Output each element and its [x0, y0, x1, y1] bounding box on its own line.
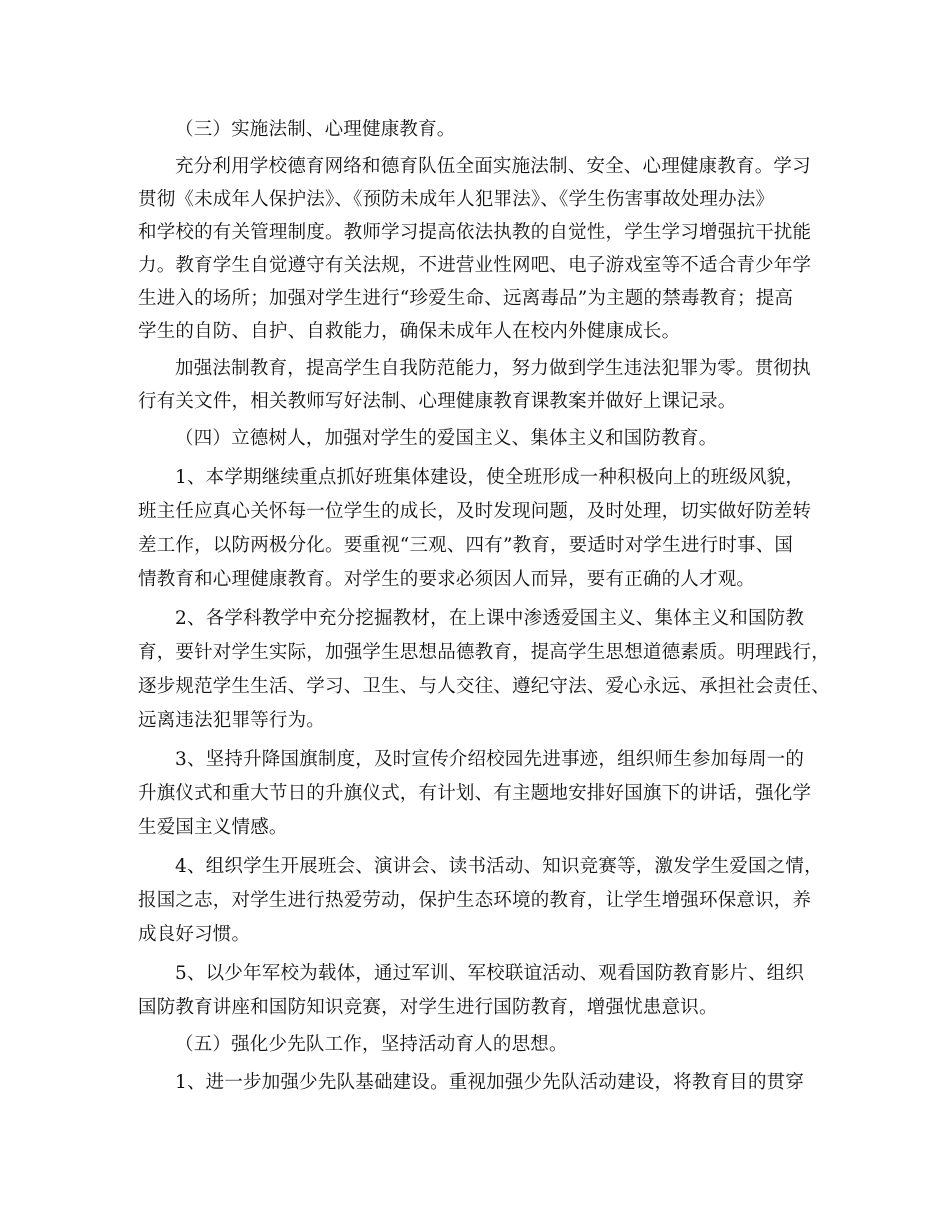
paragraph-line: 充分利用学校德育网络和德育队伍全面实施法制、安全、心理健康教育。学习 [175, 156, 811, 177]
paragraph-line: 贯彻《未成年人保护法》、《预防未成年人犯罪法》、《学生伤害事故处理办法》 [138, 189, 775, 210]
paragraph-line: 和学校的有关管理制度。教师学习提高依法执教的自觉性，学生学习增强抗干扰能 [138, 222, 812, 243]
paragraph-line: 加强法制教育，提高学生自我防范能力，努力做到学生违法犯罪为零。贯彻执 [175, 358, 811, 379]
section-heading-5: （五）强化少先队工作，坚持活动育人的思想。 [175, 1034, 568, 1055]
paragraph-line: 生爱国主义情感。 [138, 817, 288, 838]
paragraph-line: 1、本学期继续重点抓好班集体建设，使全班形成一种积极向上的班级风貌， [175, 467, 805, 488]
paragraph-line: 逐步规范学生生活、学习、卫生、与人交往、遵纪守法、爱心永远、承担社会责任、 [138, 676, 830, 697]
paragraph-line: 远离违法犯罪等行为。 [138, 710, 326, 731]
paragraph-line: 国防教育讲座和国防知识竞赛，对学生进行国防教育，增强忧患意识。 [138, 997, 718, 1018]
paragraph-line: 成良好习惯。 [138, 924, 251, 945]
section-heading-4: （四）立德树人，加强对学生的爱国主义、集体主义和国防教育。 [175, 428, 718, 449]
paragraph-line: 2、各学科教学中充分挖掘教材，在上课中渗透爱国主义、集体主义和国防教 [175, 608, 805, 629]
paragraph-line: 生进入的场所；加强对学生进行“珍爱生命、远离毒品”为主题的禁毒教育；提高 [138, 288, 794, 309]
paragraph-line: 报国之志，对学生进行热爱劳动，保护生态环境的教育，让学生增强环保意识，养 [138, 890, 812, 911]
paragraph-line: 育，要针对学生实际，加强学生思想品德教育，提高学生思想道德素质。明理践行， [138, 642, 830, 663]
paragraph-line: 学生的自防、自护、自救能力，确保未成年人在校内外健康成长。 [138, 321, 681, 342]
paragraph-line: 力。教育学生自觉遵守有关法规，不进营业性网吧、电子游戏室等不适合青少年学 [138, 255, 812, 276]
paragraph-line: 5、以少年军校为载体，通过军训、军校联谊活动、观看国防教育影片、组织 [175, 963, 805, 984]
section-heading-3: （三）实施法制、心理健康教育。 [175, 119, 456, 140]
paragraph-line: 升旗仪式和重大节日的升旗仪式，有计划、有主题地安排好国旗下的讲话，强化学 [138, 783, 812, 804]
paragraph-line: 差工作，以防两极分化。要重视“三观、四有”教育，要适时对学生进行时事、国 [138, 535, 794, 556]
paragraph-line: 3、坚持升降国旗制度，及时宣传介绍校园先进事迹，组织师生参加每周一的 [175, 749, 805, 770]
paragraph-line: 行有关文件，相关教师写好法制、心理健康教育课教案并做好上课记录。 [138, 391, 737, 412]
paragraph-line: 情教育和心理健康教育。对学生的要求必须因人而异，要有正确的人才观。 [138, 569, 756, 590]
paragraph-line: 班主任应真心关怀每一位学生的成长，及时发现问题，及时处理，切实做好防差转 [138, 501, 812, 522]
paragraph-line: 4、组织学生开展班会、演讲会、读书活动、知识竞赛等，激发学生爱国之情， [175, 856, 823, 877]
paragraph-line: 1、进一步加强少先队基础建设。重视加强少先队活动建设，将教育目的贯穿 [175, 1072, 805, 1093]
